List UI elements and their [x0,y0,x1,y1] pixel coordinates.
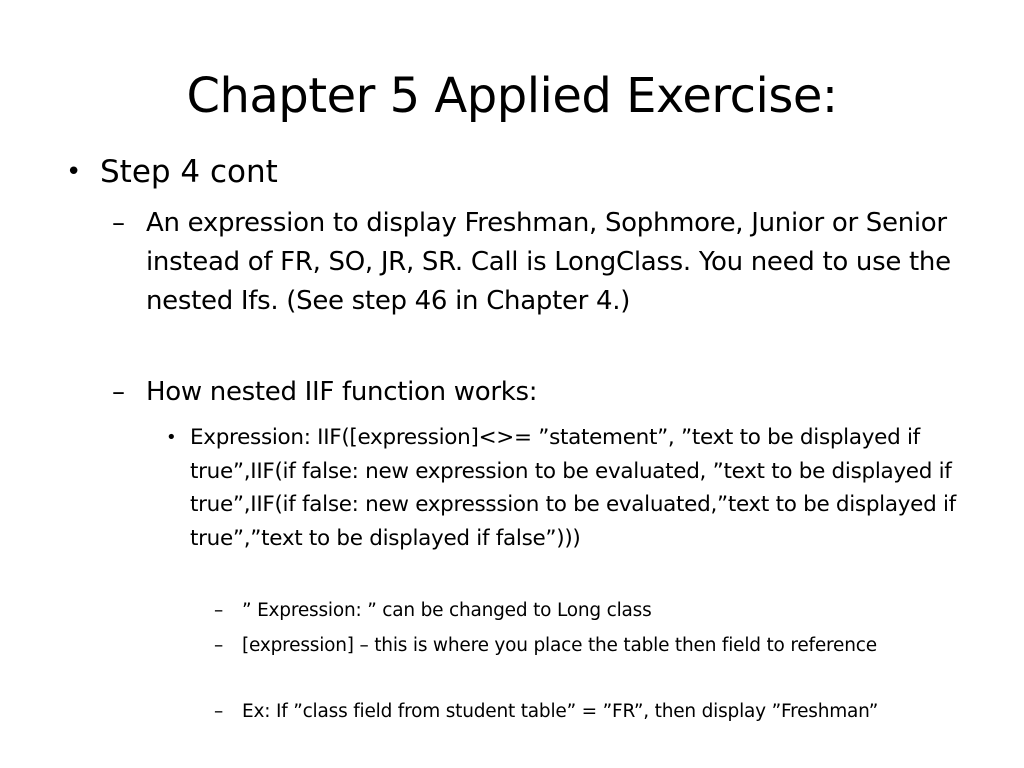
sub-item-expression-label [214,596,962,626]
slide-title: Chapter 5 Applied Exercise: [186,68,838,124]
sub-item-text: How nested IIF function works: [146,377,538,407]
bullet-marker: • [66,157,82,187]
sub-item-text: [expression] – this is where you place the table then field to reference [242,635,877,656]
dash-marker: – [214,635,224,656]
dash-marker: – [112,377,125,407]
bullet-marker: • [166,427,177,448]
sub-item-longclass-expression [112,204,970,321]
bullet-iif-expression [166,421,970,555]
dash-marker: – [214,600,224,621]
dash-marker: – [214,701,224,722]
sub-item-example [214,697,962,727]
bullet-text: Step 4 cont [100,154,278,190]
sub-item-nested-iif [112,373,970,412]
sub-item-text: An expression to display Freshman, Sophmore, Junior or Senior instead of FR, SO, JR, SR. Call is LongClass. You need to use the nested Ifs. (See step 46 in Chapter 4.) [146,208,951,316]
dash-marker: – [112,208,125,238]
bullet-step-4 [66,151,980,193]
sub-item-text: ” Expression: ” can be changed to Long class [242,600,652,621]
bullet-text: Expression: IIF([expression]<>= ”statement”, ”text to be displayed if true”,IIF(if false: new expression to be evaluated, ”text to be displayed if true”,IIF(if false: new expresssion to be evaluated,”text to be displayed if true”,”text to be displayed if false”))) [190,425,956,551]
sub-item-expression-field [214,631,962,661]
sub-item-text: Ex: If ”class field from student table” = ”FR”, then display ”Freshman” [242,701,879,722]
